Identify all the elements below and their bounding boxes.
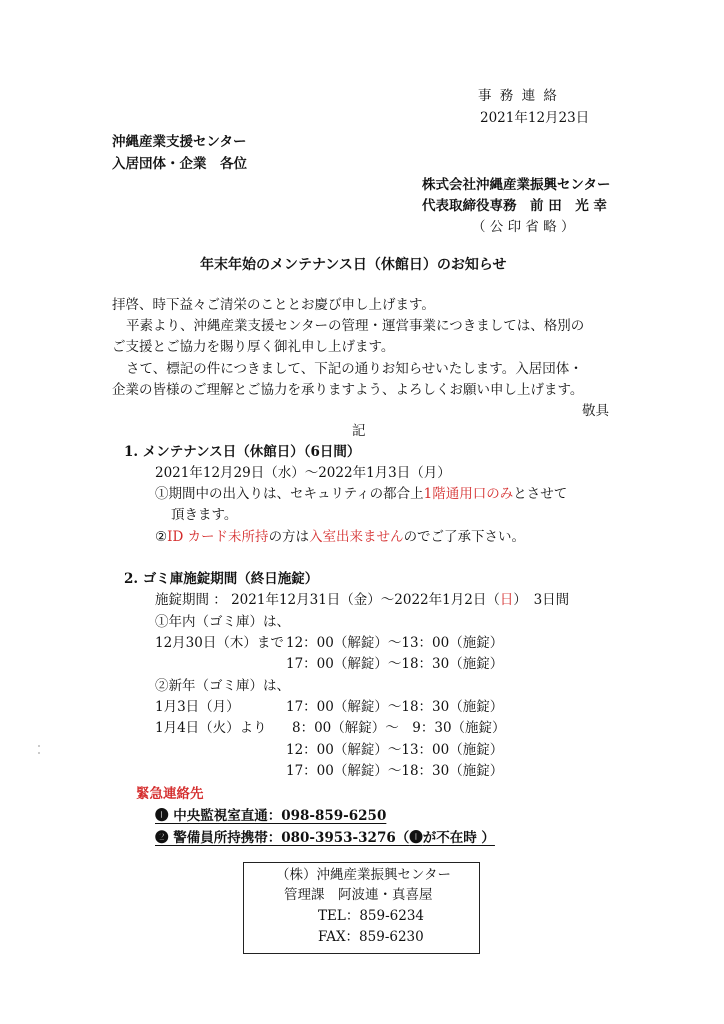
new-year-date-2: 1月4日（火）より (155, 720, 267, 736)
new-year-time-3: 12：00（解錠）～13：00（施錠） (286, 742, 504, 758)
sender-company: 株式会社沖縄産業振興センター (422, 177, 611, 193)
section-2-heading: 2. ゴミ庫施錠期間（終日施錠） (124, 571, 319, 587)
lock-period: 施錠期間 ： 2021年12月31日（金）～2022年1月2日（日） 3日間 (155, 592, 570, 608)
new-year-heading: ②新年（ゴミ庫）は、 (155, 678, 290, 694)
ki-marker: 記 (352, 423, 366, 439)
contact-department: 管理課 阿波連・真喜屋 (284, 887, 433, 903)
new-year-date-1: 1月3日（月） (155, 699, 240, 715)
year-end-time-1: 12：00（解錠）～13：00（施錠） (286, 635, 504, 651)
contact-fax: FAX：859-6230 (318, 929, 424, 945)
maintenance-note-1: ①期間中の出入りは、セキュリティの都合上1階通用口のみとさせて (155, 486, 568, 502)
scan-speck (38, 745, 40, 747)
year-end-date-1: 12月30日（木）まで (155, 635, 284, 651)
paragraph-2-line-1: 平素より、沖縄産業支援センターの管理・運営事業につきましては、格別の (126, 318, 585, 334)
contact-org: （株）沖縄産業振興センター (276, 867, 451, 883)
bullet-1-icon: ❶ (409, 830, 423, 846)
sunday-highlight: 日 (499, 592, 514, 608)
entrance-highlight: 1階通用口のみ (423, 486, 514, 502)
sender-person: 代表取締役専務 前 田 光 幸 (422, 198, 607, 214)
recipient-org: 沖縄産業支援センター (112, 134, 247, 150)
paragraph-2-line-2: ご支援とご協力を賜り厚く御礼申し上げます。 (112, 339, 395, 355)
paragraph-3-line-2: 企業の皆様のご理解とご協力を承りますよう、よろしくお願い申し上げます。 (112, 382, 584, 398)
document-date: 2021年12月23日 (480, 110, 590, 126)
maintenance-note-2: ②ID カード未所持の方は入室出来ませんのでご了承下さい。 (155, 529, 526, 545)
document-type: 事 務 連 絡 (478, 88, 559, 104)
emergency-line-2: ❷ 警備員所持携帯：080-3953-3276（❶が不在時 ） (155, 830, 495, 846)
paragraph-3-line-1: さて、標記の件につきまして、下記の通りお知らせいたします。入居団体・ (126, 361, 583, 377)
maintenance-period: 2021年12月29日（水）～2022年1月3日（月） (155, 465, 451, 481)
year-end-time-2: 17：00（解錠）～18：30（施錠） (286, 656, 504, 672)
no-entry-highlight: 入室出来ません (309, 529, 404, 545)
closing-word: 敬具 (582, 403, 609, 419)
maintenance-note-1-continued: 頂きます。 (171, 507, 238, 523)
emergency-heading: 緊急連絡先 (136, 786, 204, 802)
seal-note: （ 公 印 省 略 ） (472, 219, 575, 235)
notice-title: 年末年始のメンテナンス日（休館日）のお知らせ (200, 257, 507, 273)
greeting-paragraph: 拝啓、時下益々ご清栄のこととお慶び申し上げます。 (112, 297, 435, 313)
section-1-heading: 1. メンテナンス日（休館日）（6日間） (124, 444, 361, 460)
scan-speck (38, 752, 40, 754)
recipient: 入居団体・企業 各位 (112, 156, 247, 172)
new-year-time-2: 8：00（解錠）～ 9：30（施錠） (292, 720, 506, 736)
new-year-time-4: 17：00（解錠）～18：30（施錠） (286, 763, 504, 779)
id-card-highlight: ID カード未所持 (167, 529, 269, 545)
year-end-heading: ①年内（ゴミ庫）は、 (155, 614, 290, 630)
emergency-line-1: ❶ 中央監視室直通：098-859-6250 (155, 808, 387, 824)
contact-tel: TEL：859-6234 (318, 908, 425, 924)
new-year-time-1: 17：00（解錠）～18：30（施錠） (286, 699, 504, 715)
